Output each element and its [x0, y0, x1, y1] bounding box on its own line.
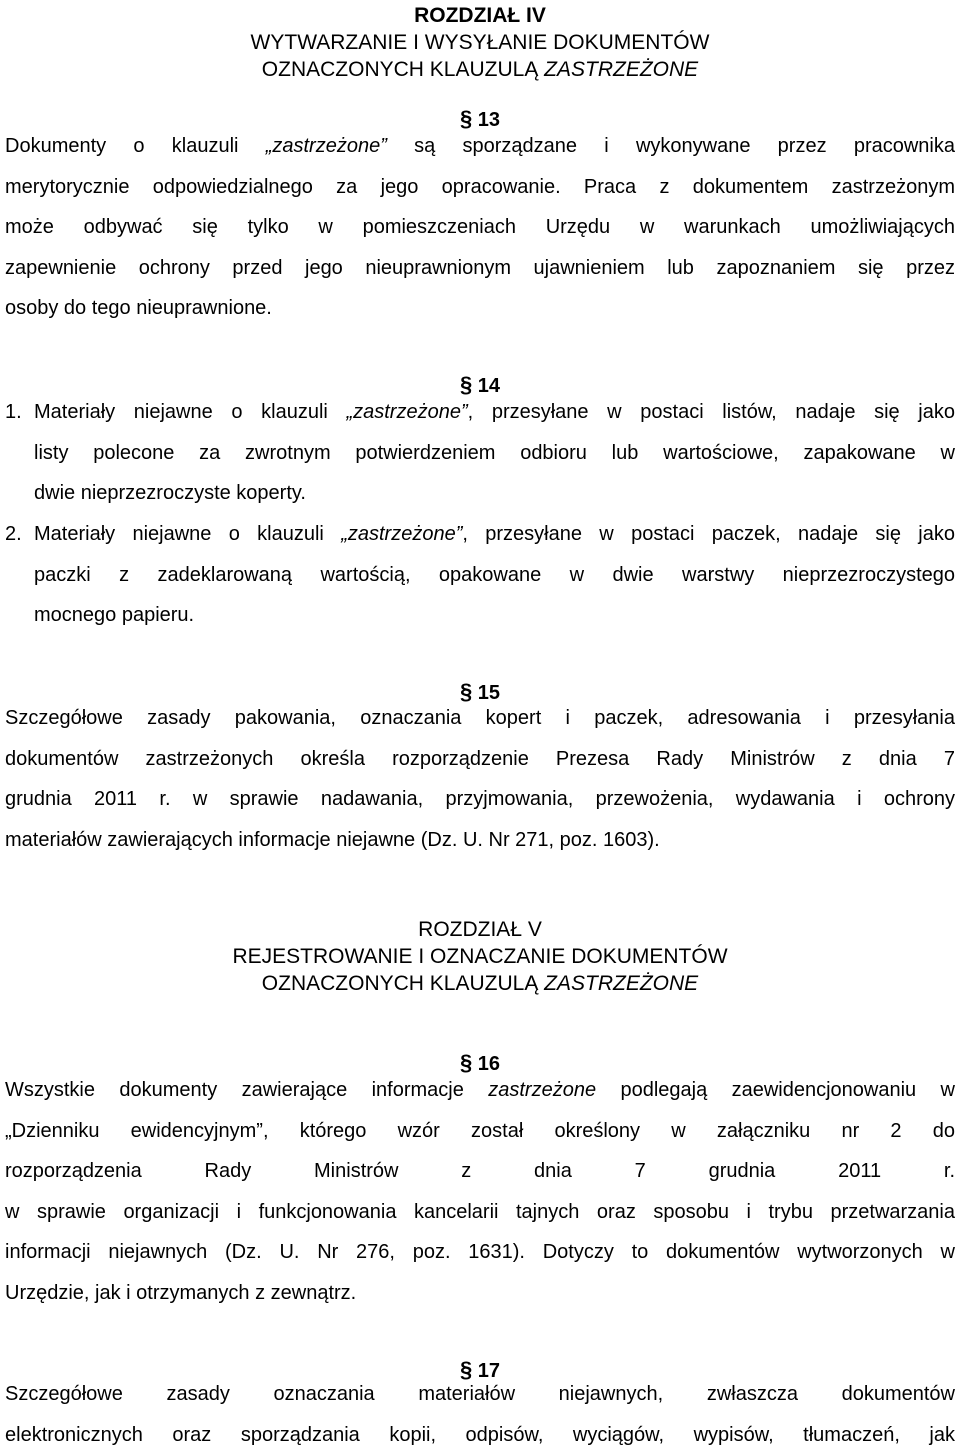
section-14-item-2-text: Materiały niejawne o klauzuli „zastrzeżone”, przesyłane w postaci paczek, nadaje się jako paczki z zadeklarowaną wartością, opakowane w dwie warstwy nieprzezroczystego mocnego papieru. [34, 523, 955, 626]
chapter-5-subtitle-2: OZNACZONYCH KLAUZULĄ ZASTRZEŻONE [261, 972, 699, 995]
section-16-heading: § 16 [459, 1050, 501, 1075]
section-14-item-2-number: 2. [5, 523, 22, 545]
section-15-text: Szczegółowe zasady pakowania, oznaczania kopert i paczek, adresowania i przesyłania dokumentów zastrzeżonych określa rozporządzenie Prezesa Rady Ministrów z dnia 7 grudnia 2011 r. w sprawie nadawania, przyjmowania, przewożenia, wydawania i ochrony materiałów zawierających informacje niejawne (Dz. U. Nr 271, poz. 1603). [5, 707, 955, 851]
section-16-text: Wszystkie dokumenty zawierające informacje zastrzeżone podlegają zaewidencjonowaniu w „Dzienniku ewidencyjnym”, którego wzór został określony w załączniku nr 2 do rozporządzenia Rady Ministrów z dnia 7 grudnia 2011 r. w sprawie organizacji i funkcjonowania kancelarii tajnych oraz sposobu i trybu przetwarzania informacji niejawnych (Dz. U. Nr 276, poz. 1631). Dotyczy to dokumentów wytworzonych w Urzędzie, jak i otrzymanych z zewnątrz. [5, 1079, 955, 1304]
section-14-heading: § 14 [459, 372, 501, 397]
section-13-text: Dokumenty o klauzuli „zastrzeżone” są sporządzane i wykonywane przez pracownika merytorycznie odpowiedzialnego za jego opracowanie. Praca z dokumentem zastrzeżonym może odbywać się tylko w pomieszczeniach Urzędu w warunkach umożliwiających zapewnienie ochrony przed jego nieuprawnionym ujawnieniem lub zapoznaniem się przez osoby do tego nieuprawnione. [5, 135, 955, 319]
chapter-4-title: ROZDZIAŁ IV [414, 4, 546, 27]
section-14-item-1-text: Materiały niejawne o klauzuli „zastrzeżone”, przesyłane w postaci listów, nadaje się jako listy polecone za zwrotnym potwierdzeniem odbioru lub wartościowe, zapakowane w dwie nieprzezroczyste koperty. [34, 401, 955, 504]
section-14-item-1-number: 1. [5, 401, 22, 423]
chapter-4-subtitle-2: OZNACZONYCH KLAUZULĄ ZASTRZEŻONE [261, 58, 699, 81]
chapter-5-title: ROZDZIAŁ V [418, 918, 542, 941]
chapter-4-subtitle: WYTWARZANIE I WYSYŁANIE DOKUMENTÓW [250, 31, 710, 54]
section-17-heading: § 17 [459, 1357, 501, 1382]
section-13-heading: § 13 [459, 106, 501, 131]
section-17-text: Szczegółowe zasady oznaczania materiałów niejawnych, zwłaszcza dokumentów elektronicznych oraz sporządzania kopii, odpisów, wyciągów, wypisów, tłumaczeń, jak [5, 1383, 955, 1446]
section-15-heading: § 15 [459, 679, 501, 704]
chapter-5-subtitle: REJESTROWANIE I OZNACZANIE DOKUMENTÓW [232, 945, 728, 968]
